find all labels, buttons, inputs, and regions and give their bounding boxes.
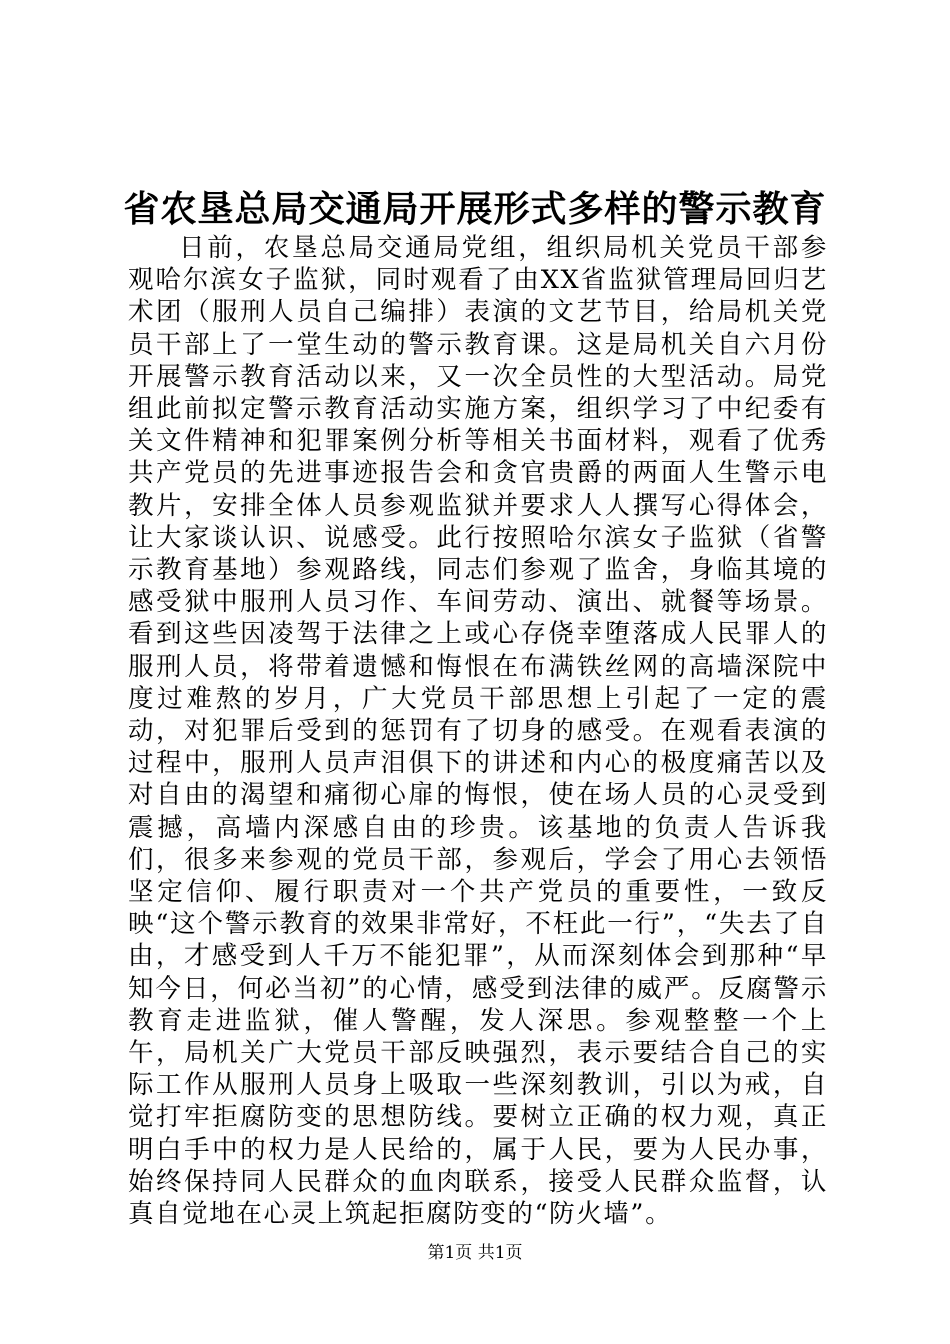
document-body-paragraph: 日前，农垦总局交通局党组，组织局机关党员干部参观哈尔滨女子监狱，同时观看了由XX省监狱管理局回归艺术团（服刑人员自己编排）表演的文艺节目，给局机关党员干部上了一堂生动的警示教育课。这是局机关自六月份开展警示教育活动以来，又一次全员性的大型活动。局党组此前拟定警示教育活动实施方案，组织学习了中纪委有关文件精神和犯罪案例分析等相关书面材料，观看了优秀共产党员的先进事迹报告会和贪官贵爵的两面人生警示电教片，安排全体人员参观监狱并要求人人撰写心得体会，让大家谈认识、说感受。此行按照哈尔滨女子监狱（省警示教育基地）参观路线，同志们参观了监舍，身临其境的感受狱中服刑人员习作、车间劳动、演出、就餐等场景。看到这些因凌驾于法律之上或心存侥幸堕落成人民罪人的服刑人员，将带着遗憾和悔恨在布满铁丝网的高墙深院中度过难熬的岁月，广大党员干部思想上引起了一定的震动，对犯罪后受到的惩罚有了切身的感受。在观看表演的过程中，服刑人员声泪俱下的讲述和内心的极度痛苦以及对自由的渴望和痛彻心扉的悔恨，使在场人员的心灵受到震撼，高墙内深感自由的珍贵。该基地的负责人告诉我们，很多来参观的党员干部，参观后，学会了用心去领悟坚定信仰、履行职责对一个共产党员的重要性，一致反映“这个警示教育的效果非常好，不枉此一行”，“失去了自由，才感受到人千万不能犯罪”，从而深刻体会到那种“早知今日，何必当初”的心情，感受到法律的威严。反腐警示教育走进监狱，催人警醒，发人深思。参观整整一个上午，局机关广大党员干部反映强烈，表示要结合自己的实际工作从服刑人员身上吸取一些深刻教训，引以为戒，自觉打牢拒腐防变的思想防线。要树立正确的权力观，真正明白手中的权力是人民给的，属于人民，要为人民办事，始终保持同人民群众的血肉联系，接受人民群众监督，认真自觉地在心灵上筑起拒腐防变的“防火墙”。 [128,233,828,1230]
document-title: 省农垦总局交通局开展形式多样的警示教育 [123,188,827,230]
page-number-footer: 第1页 共1页 [427,1243,523,1263]
